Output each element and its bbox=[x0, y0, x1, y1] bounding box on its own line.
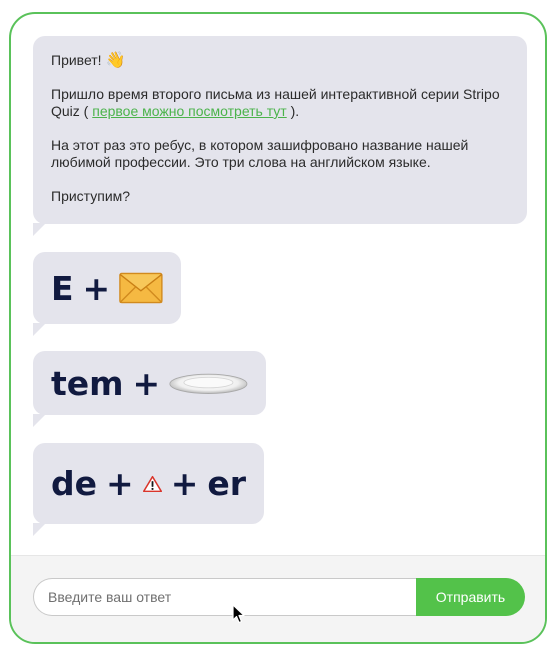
rebus-message-2 bbox=[33, 351, 266, 415]
rebus-description: На этот раз это ребус, в котором зашифровано название нашей любимой профессии. Это три слова на английском языке. bbox=[51, 137, 469, 170]
plus-sign: + bbox=[170, 464, 199, 503]
first-email-link[interactable]: первое можно посмотреть тут bbox=[92, 103, 287, 119]
bubble-tail bbox=[33, 223, 46, 236]
intro-message bbox=[33, 36, 527, 224]
plus-sign: + bbox=[132, 363, 161, 403]
rebus-message-3 bbox=[33, 443, 264, 524]
rebus-text: E bbox=[51, 268, 74, 308]
rebus-text-suffix: er bbox=[207, 464, 246, 503]
warning-icon bbox=[143, 461, 162, 507]
rebus-text: tem bbox=[51, 363, 124, 403]
plus-sign: + bbox=[106, 464, 134, 503]
bubble-tail bbox=[33, 523, 46, 536]
greeting-line bbox=[51, 52, 509, 69]
rebus-message-1 bbox=[33, 252, 181, 324]
lets-start-text: Приступим? bbox=[51, 188, 131, 204]
intro-text-end: ). bbox=[286, 103, 300, 119]
answer-input[interactable] bbox=[33, 578, 417, 616]
plate-icon bbox=[169, 370, 248, 396]
intro-text: Пришло время второго письма из нашей интерактивной серии Stripo Quiz ( bbox=[51, 86, 500, 119]
mouse-cursor-icon bbox=[232, 604, 246, 624]
bubble-tail bbox=[33, 323, 46, 336]
envelope-icon bbox=[119, 271, 163, 305]
send-button[interactable]: Отправить bbox=[416, 578, 525, 616]
plus-sign: + bbox=[82, 268, 111, 308]
bubble-tail bbox=[33, 414, 46, 427]
rebus-text: de bbox=[51, 464, 98, 503]
greeting-text: Привет! bbox=[51, 52, 102, 68]
intro-paragraph bbox=[51, 86, 509, 120]
answer-bar bbox=[11, 555, 545, 642]
waving-hand-icon: 👋 bbox=[105, 52, 126, 69]
message-list bbox=[11, 14, 545, 556]
chat-frame bbox=[9, 12, 547, 644]
